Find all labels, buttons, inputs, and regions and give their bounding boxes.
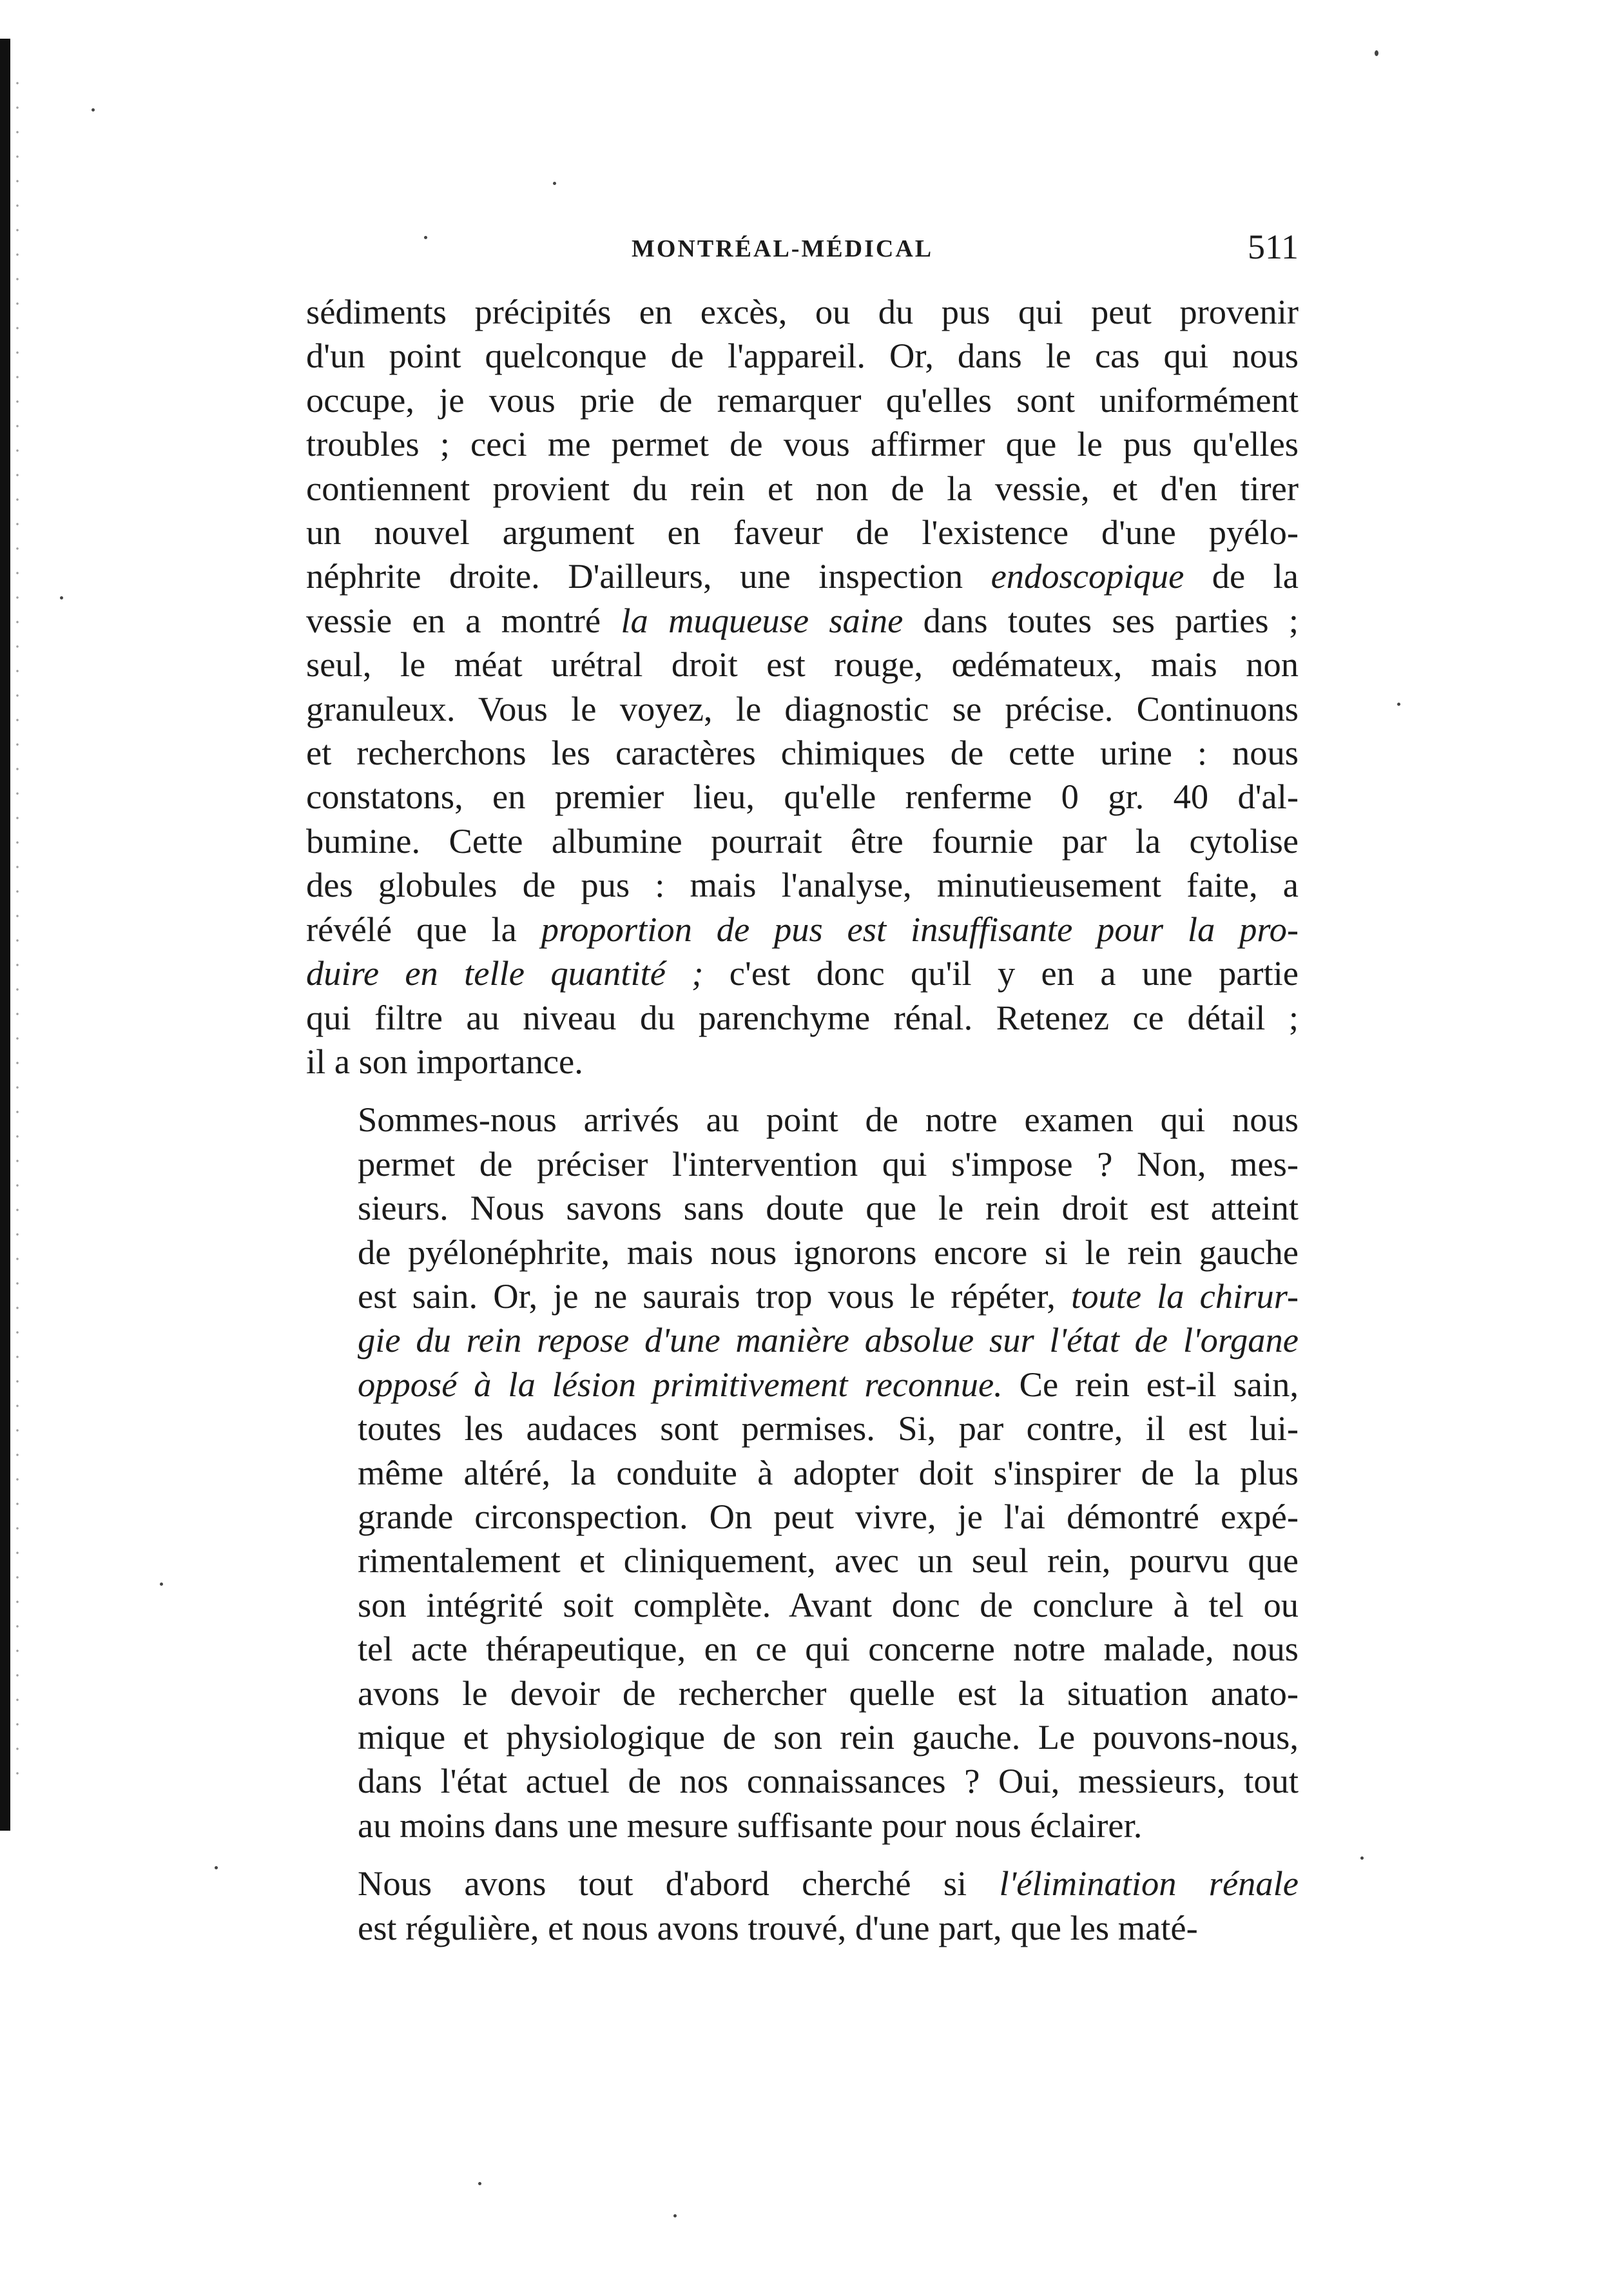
- text-line: [306, 290, 1299, 334]
- text-run: troubles ; ceci me permet de vous affirmer que le pus qu'elles: [306, 424, 1299, 464]
- text-line: [306, 511, 1299, 554]
- text-line: [306, 1671, 1299, 1715]
- text-run: des globules de pus : mais l'analyse, minutieusement faite, a: [306, 865, 1299, 905]
- binding-edge: [0, 39, 10, 1831]
- text-line: [306, 1759, 1299, 1803]
- page-number: 511: [1248, 228, 1299, 266]
- text-run: au moins dans une mesure suffisante pour nous éclairer.: [358, 1805, 1143, 1845]
- text-run: il a son importance.: [306, 1041, 583, 1081]
- text-run: c'est donc qu'il y en a une partie: [703, 953, 1299, 993]
- text-line: [306, 1495, 1299, 1539]
- text-run: bumine. Cette albumine pourrait être fournie par la cytolise: [306, 821, 1299, 861]
- text-run: avons le devoir de rechercher quelle est la situation anato-: [358, 1673, 1299, 1713]
- text-run: occupe, je vous prie de remarquer qu'elles sont uniformément: [306, 380, 1299, 420]
- text-run: granuleux. Vous le voyez, le diagnostic se précise. Continuons: [306, 688, 1299, 728]
- italic-text: l'élimination rénale: [999, 1864, 1299, 1904]
- scan-speck: [673, 2214, 677, 2217]
- text-run: toutes les audaces sont permises. Si, par contre, il est lui-: [358, 1408, 1299, 1448]
- scan-speck: [1375, 50, 1378, 56]
- body-text: [306, 290, 1299, 1950]
- text-run: sédiments précipités en excès, ou du pus qui peut provenir: [306, 292, 1299, 331]
- text-line: [306, 1274, 1299, 1318]
- text-line: [306, 1142, 1299, 1186]
- text-line: [306, 996, 1299, 1040]
- text-line: [306, 1804, 1299, 1847]
- text-run: révélé que la: [306, 909, 541, 949]
- scan-speck: [553, 182, 556, 185]
- italic-text: la muqueuse saine: [621, 600, 904, 640]
- text-line: [306, 1451, 1299, 1495]
- text-run: qui filtre au niveau du parenchyme rénal. Retenez ce détail ;: [306, 997, 1299, 1037]
- paragraph: [306, 1862, 1299, 1950]
- text-run: un nouvel argument en faveur de l'existence d'une pyélo-: [306, 512, 1299, 552]
- scan-speck: [478, 2182, 481, 2185]
- text-run: de pyélonéphrite, mais nous ignorons encore si le rein gauche: [358, 1232, 1299, 1272]
- text-run: de la: [1184, 556, 1299, 596]
- text-run: dans l'état actuel de nos connaissances ? Oui, messieurs, tout: [358, 1761, 1299, 1801]
- text-line: [306, 467, 1299, 511]
- text-run: même altéré, la conduite à adopter doit s'inspirer de la plus: [358, 1452, 1299, 1492]
- text-line: [306, 1231, 1299, 1274]
- text-line: [306, 1186, 1299, 1230]
- text-line: [306, 951, 1299, 995]
- text-run: néphrite droite. D'ailleurs, une inspection: [306, 556, 991, 596]
- running-head: MONTRÉAL-MÉDICAL: [632, 235, 934, 262]
- text-line: [306, 378, 1299, 422]
- italic-text: endoscopique: [991, 556, 1184, 596]
- scan-speck: [1397, 703, 1400, 706]
- binding-edge-specks: [15, 71, 19, 1779]
- text-run: son intégrité soit complète. Avant donc de conclure à tel ou: [358, 1584, 1299, 1624]
- text-line: [306, 1098, 1299, 1142]
- text-run: contiennent provient du rein et non de la vessie, et d'en tirer: [306, 468, 1299, 508]
- italic-text: gie du rein repose d'une manière absolue sur l'état de l'organe: [358, 1320, 1299, 1360]
- scan-speck: [92, 108, 95, 112]
- text-run: Nous avons tout d'abord cherché si: [358, 1864, 1000, 1904]
- text-line: [306, 1906, 1299, 1950]
- text-line: [306, 1627, 1299, 1671]
- text-line: [306, 731, 1299, 775]
- text-line: [306, 775, 1299, 819]
- text-line: [306, 1318, 1299, 1362]
- text-line: [306, 422, 1299, 466]
- text-line: [306, 599, 1299, 643]
- text-line: [306, 334, 1299, 378]
- italic-text: toute la chirur-: [1071, 1276, 1299, 1316]
- text-run: Ce rein est-il sain,: [1002, 1364, 1299, 1404]
- text-line: [306, 1539, 1299, 1583]
- text-line: [306, 908, 1299, 951]
- text-line: [306, 1715, 1299, 1759]
- text-run: permet de préciser l'intervention qui s'impose ? Non, mes-: [358, 1144, 1299, 1183]
- text-line: [306, 1862, 1299, 1905]
- scan-speck: [215, 1866, 218, 1869]
- text-line: [306, 687, 1299, 731]
- text-line: [306, 1407, 1299, 1450]
- text-line: [306, 1040, 1299, 1084]
- text-run: et recherchons les caractères chimiques de cette urine : nous: [306, 733, 1299, 773]
- text-line: [306, 554, 1299, 598]
- text-line: [306, 1363, 1299, 1407]
- italic-text: duire en telle quantité ;: [306, 953, 704, 993]
- text-line: [306, 643, 1299, 687]
- text-run: tel acte thérapeutique, en ce qui concerne notre malade, nous: [358, 1629, 1299, 1669]
- text-run: d'un point quelconque de l'appareil. Or, dans le cas qui nous: [306, 336, 1299, 376]
- italic-text: proportion de pus est insuffisante pour la pro-: [541, 909, 1299, 949]
- text-run: seul, le méat urétral droit est rouge, œdémateux, mais non: [306, 645, 1299, 685]
- paragraph: [306, 290, 1299, 1084]
- text-run: mique et physiologique de son rein gauche. Le pouvons-nous,: [358, 1717, 1299, 1757]
- scan-speck: [1360, 1856, 1364, 1860]
- text-run: constatons, en premier lieu, qu'elle renferme 0 gr. 40 d'al-: [306, 777, 1299, 817]
- paragraph: [306, 1098, 1299, 1847]
- text-run: est régulière, et nous avons trouvé, d'une part, que les maté-: [358, 1907, 1198, 1947]
- page-header: [306, 219, 1299, 277]
- text-line: [306, 1583, 1299, 1627]
- text-run: sieurs. Nous savons sans doute que le rein droit est atteint: [358, 1188, 1299, 1228]
- text-line: [306, 819, 1299, 863]
- text-run: dans toutes ses parties ;: [903, 600, 1299, 640]
- text-run: vessie en a montré: [306, 600, 621, 640]
- italic-text: opposé à la lésion primitivement reconnue.: [358, 1364, 1003, 1404]
- scan-speck: [60, 596, 63, 599]
- text-run: est sain. Or, je ne saurais trop vous le répéter,: [358, 1276, 1072, 1316]
- scan-speck: [160, 1583, 163, 1586]
- text-line: [306, 863, 1299, 907]
- text-run: Sommes-nous arrivés au point de notre examen qui nous: [358, 1100, 1299, 1140]
- text-run: rimentalement et cliniquement, avec un seul rein, pourvu que: [358, 1541, 1299, 1581]
- text-run: grande circonspection. On peut vivre, je l'ai démontré expé-: [358, 1496, 1299, 1536]
